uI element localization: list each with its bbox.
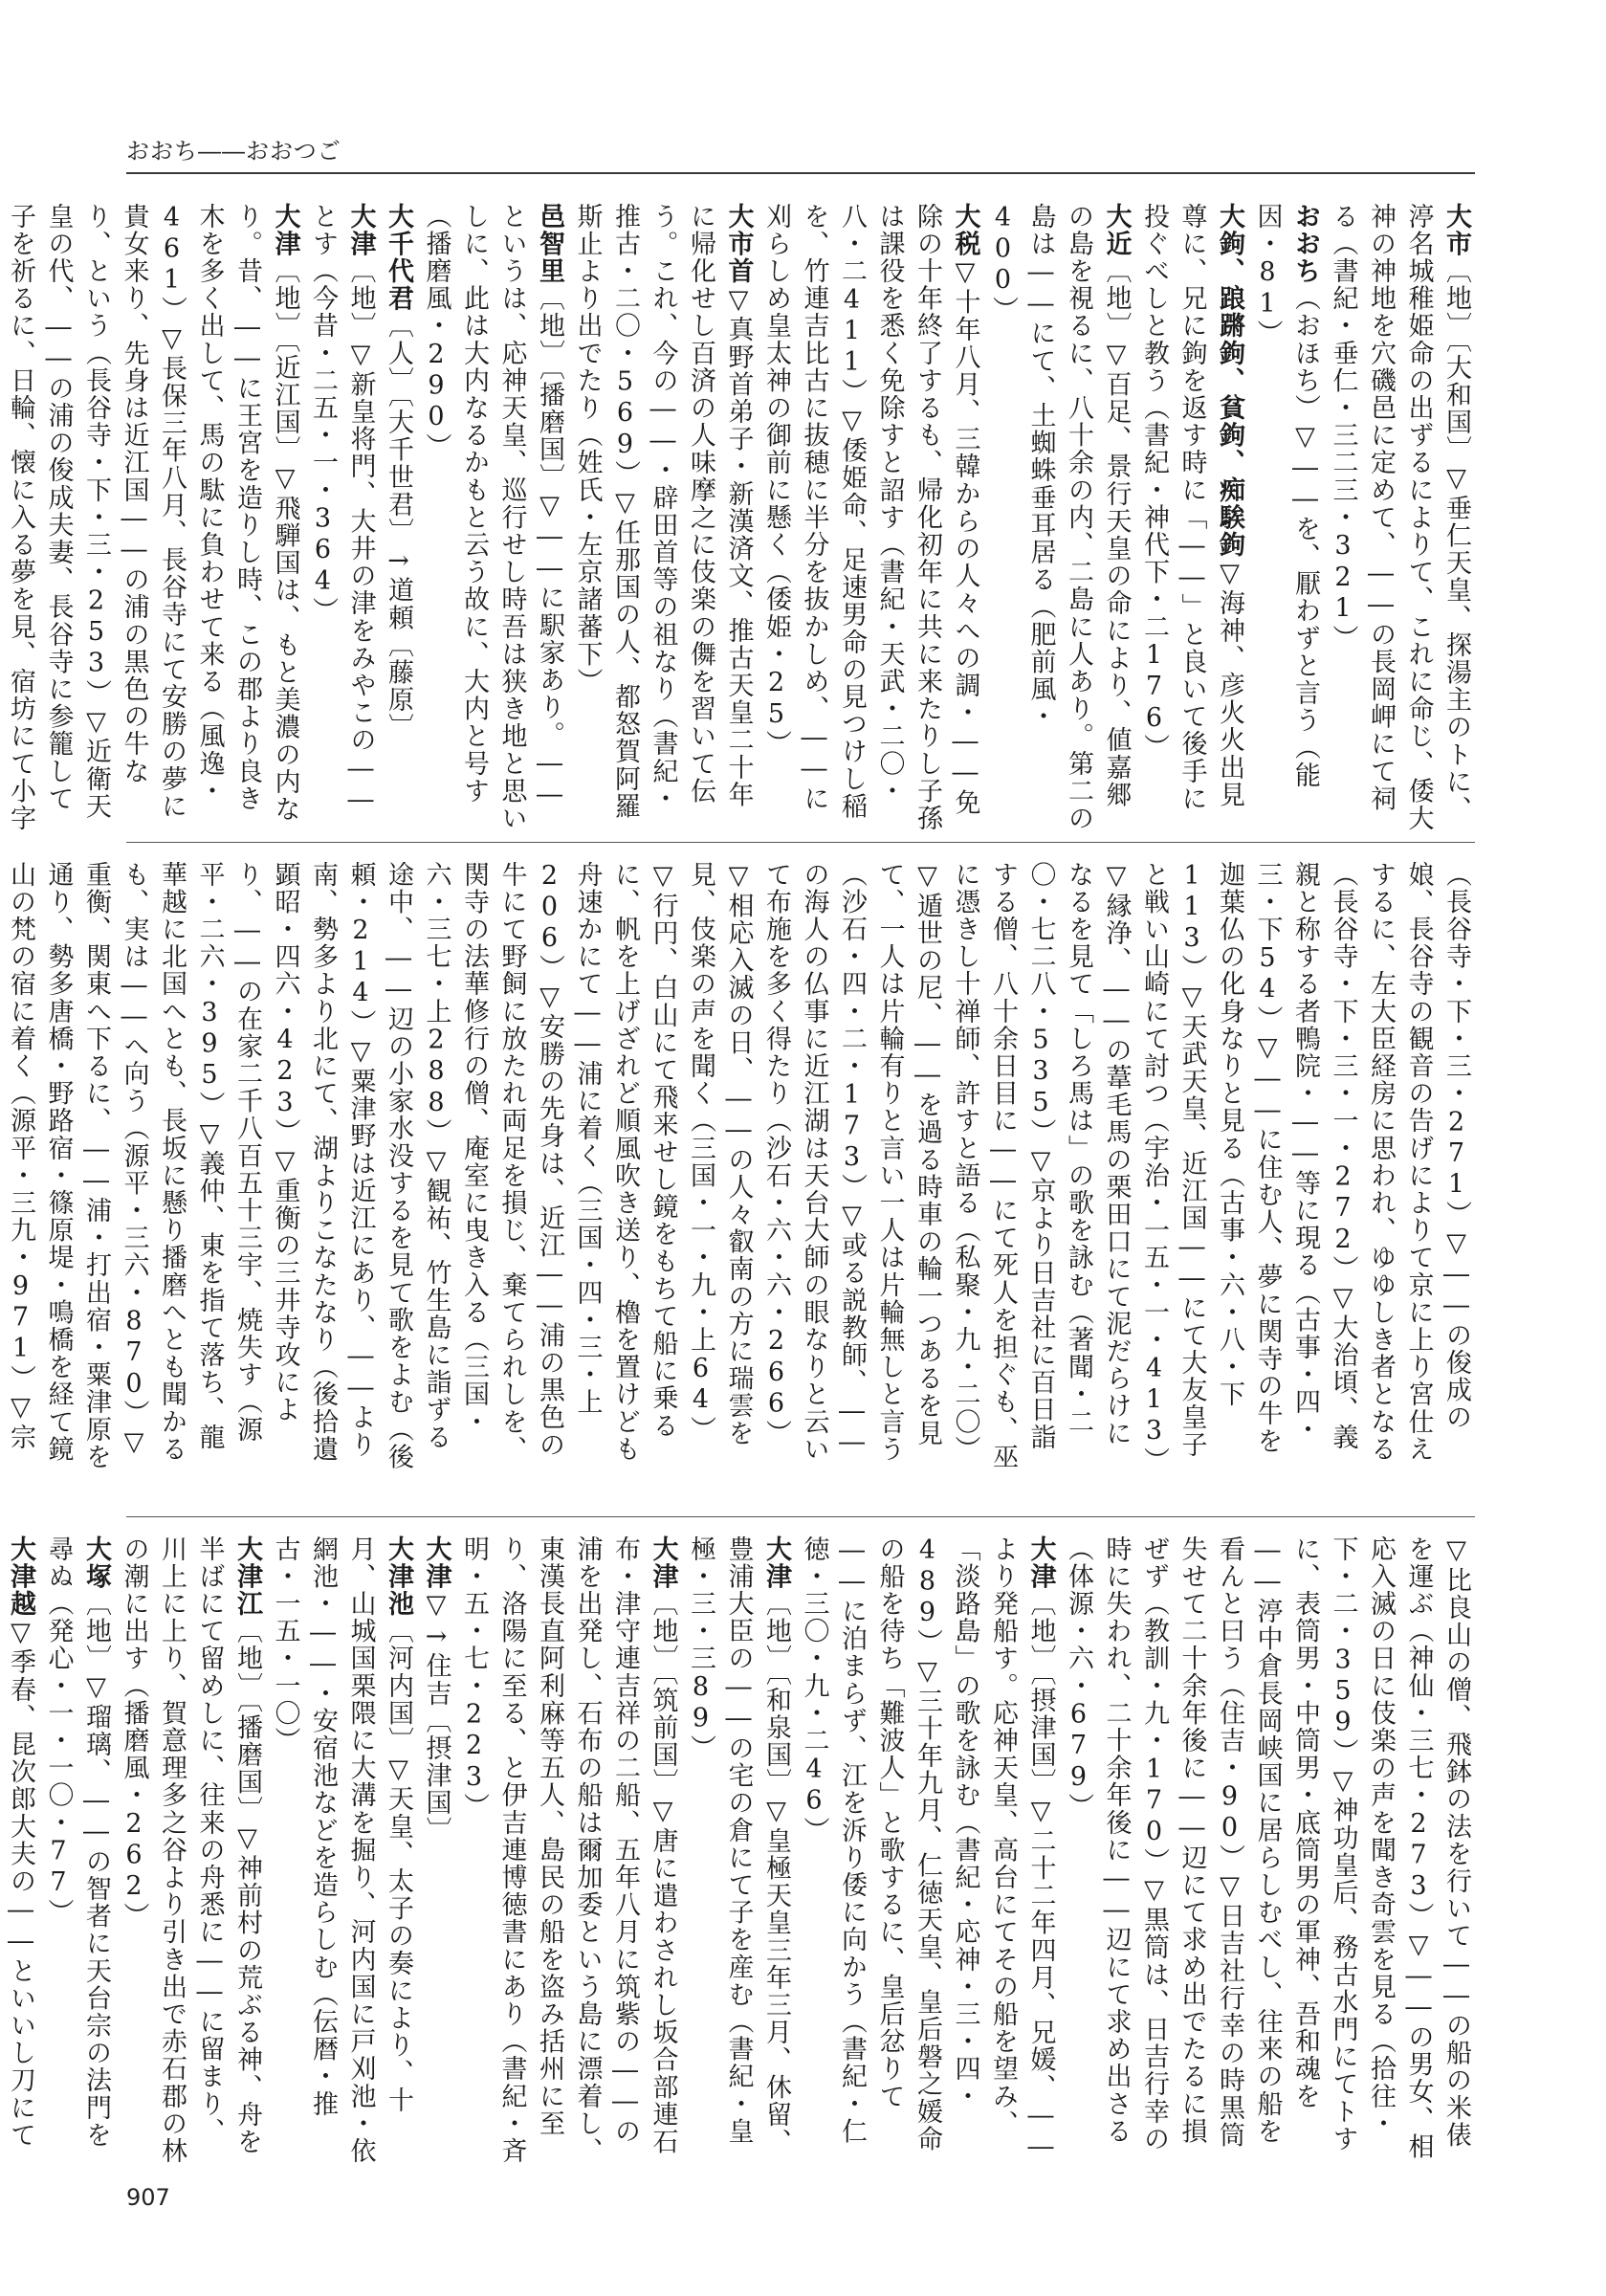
dictionary-entry: [0, 203, 304, 832]
dictionary-entry: [1324, 203, 1475, 832]
entry-text: ▽十年八月、三韓からの人々への調・――免除の十年終了するも、帰化初年に共に来たりし子孫は課役を悉く免除すと詔す（書紀・天武・二〇・八・二411）▽倭姫命、足速男命の見つけし稲を、竹連吉比古に抜穂に半分を抜かしめ、――に刈らしめ皇太神の御前に懸く（倭姫・25）: [761, 203, 980, 832]
entry-text: 〔地〕▽百足、景行天皇の命により、値嘉郷の島を視るに、八十余の内、二島に人あり。第二の島は――にて、土蜘蛛垂耳居る（肥前風・400）: [988, 203, 1132, 832]
dictionary-entry: [1060, 1535, 1476, 2165]
dictionary-entry: [417, 203, 568, 832]
running-header: おおち――おおつご: [126, 138, 341, 165]
entry-text: ▽季春、昆次郎大夫の――といいし刀にて: [6, 1617, 35, 2150]
dictionary-entry: [795, 1535, 1060, 2165]
entry-headword: 大津江: [232, 1535, 262, 1618]
entry-headword: 大市首: [723, 203, 754, 285]
dictionary-entry: [266, 1535, 417, 2165]
page-number: 907: [126, 2184, 170, 2211]
dictionary-entry: [0, 1535, 39, 2165]
entry-text: 〔地〕〔摂津国〕▽二十二年四月、兄媛、――より発船す。応神天皇、高台にてその船を望み、「淡路島」の歌を詠む（書紀・応神・三・四・489）▽三十年九月、仁徳天皇、皇后磐之媛命の船を待ち「難波人」と歌するに、皇后忿りて――に泊まらず、江を泝り倭に向かう（書紀・仁徳・三〇・九・二46）: [799, 1535, 1056, 2164]
band-divider-1: [126, 842, 1475, 843]
entry-headword: 大津: [648, 1535, 678, 1591]
entry-headword: おおち: [1290, 203, 1320, 285]
dictionary-entry: [1135, 203, 1249, 832]
text-band-bottom: [6, 1535, 1475, 2165]
dictionary-entry: [758, 203, 984, 832]
entry-text: ▽比良山の僧、飛鉢の法を行いて――の船の米俵を運ぶ（神仙・三七・273）▽――の男女、相応入滅の日に伎楽の声を聞き奇雲を見る（拾往・下・二・359）▽神功皇后、務古水門にてトすに、表筒男・中筒男・底筒男の軍神、吾和魂を――渟中倉長岡峡国に居らしむべし、往来の船を看んと曰う（住吉・90）▽日吉社行幸の時黒筒失せて二十余年後に――辺にて求め出でたるに損ぜず（教訓・九・170）▽黒筒は、日吉行幸の時に失われ、二十余年後に――辺にて求め出さる（体源・六・679）: [1064, 1535, 1471, 2161]
dictionary-entry: [682, 1535, 796, 2165]
entry-text: ▽→住吉〔摂津国〕: [421, 1590, 451, 1844]
entry-headword: 大津: [1025, 1535, 1056, 1591]
entry-text: 〔地〕〔近江国〕▽飛騨国は、もと美濃の内なり。昔、――に王宮を造りし時、この郡より良き木を多く出して、馬の駄に負わせて来る（風逸・461）▽長保三年八月、長谷寺にて安勝の夢に貴女来り、先身は近江国――の浦の黒色の牛なり、という（長谷寺・下・三・253）▽近衛天皇の代、――の浦の俊成夫妻、長谷寺に参籠して子を祈るに、日輪、懐に入る夢を見、宿坊にて小字: [6, 203, 300, 832]
entry-headword: 大鉤、踉蹡鉤、貧鉤、痴騃鉤: [1215, 203, 1244, 559]
entry-headword: 大津: [270, 203, 300, 258]
entry-text: 〔地〕〔播磨国〕▽――に駅家あり。――というは、応神天皇、巡行せし時吾は狭き地と思いしに、此は大内なるかもと云う故に、大内と号す（播磨風・290）: [421, 203, 564, 832]
entry-text: 〔地〕▽瑠璃、――の智者に天台宗の法門を尋ぬ（発心・一・一〇・77）: [43, 1535, 111, 2150]
dictionary-entry: [115, 1535, 266, 2165]
dictionary-entry: [304, 203, 380, 832]
entry-headword: 大津: [761, 1535, 791, 1591]
entry-text: 〔地〕▽新皇将門、大井の津をみやこの――とす（今昔・二五・一・364）: [308, 203, 376, 817]
entry-headword: 大千代君: [384, 203, 413, 313]
entry-text: 〔地〕〔大和国〕▽垂仁天皇、探湯主のトに、渟名城稚姫命の出ずるによりて、これに命じ、倭大神の神地を穴磯邑に定めて、――の長岡岬にて祠る（書紀・垂仁・三二三・321）: [1328, 203, 1471, 832]
dictionary-entry: [455, 1535, 682, 2165]
text-band-middle: [6, 861, 1475, 1473]
text-band-top: [6, 203, 1475, 832]
dictionary-entry: [0, 861, 1475, 1473]
dictionary-entry: [39, 1535, 115, 2165]
entry-headword: 大津: [421, 1535, 451, 1591]
entry-headword: 大近: [1101, 203, 1132, 258]
entry-headword: 大市: [1441, 203, 1471, 258]
entry-text: 〔河内国〕▽天皇、太子の奏により、十月、山城国栗隈に大溝を掘り、河内国に戸刈池・依網池・――・安宿池などを造らしむ（伝暦・推古・一五・一〇）: [270, 1535, 413, 2165]
dictionary-entry: [984, 203, 1135, 832]
entry-text: ▽真野首弟子・新漢済文、推古天皇二十年に帰化せし百済の人味摩之に伎楽の儛を習いて伝う。これ、今の――・辟田首等の祖なり（書紀・推古・二〇・569）▽任那国の人、都怒賀阿羅斯止より出でたり（姓氏・左京諸蕃下）: [572, 203, 754, 821]
entry-text: 〔地〕〔和泉国〕▽皇極天皇三年三月、休留、豊浦大臣の――の宅の倉にて子を産む（書紀・皇極・三・三89）: [686, 1535, 791, 2156]
entry-text: 〔地〕〔播磨国〕▽神前村の荒ぶる神、舟を半ばにて留めしに、往来の舟悉に――に留まり、川上に上り、賀意理多之谷より引き出で赤石郡の林の潮に出す（播磨風・262）: [119, 1535, 262, 2165]
entry-text: ▽海神、彦火火出見尊に、兄に鉤を返す時に「――」と良いて後手に投ぐべしと教う（書紀・神代下・二176）: [1139, 203, 1244, 813]
entry-text: （長谷寺・下・三・271）▽――の俊成の娘、長谷寺の観音の告げによりて京に上り宮仕えするに、左大臣経房に思われ、ゆゆしき者となる（長谷寺・下・三・一・272）▽大治頃、義親と称する者鴨院・――等に現る（古事・四・三・下54）▽――に住む人、夢に関寺の牛を迦葉仏の化身なりと見る（古事・六・八・下113）▽天武天皇、近江国――にて大友皇子と戦い山崎にて討つ（宇治・一五・一・413）▽縁浄、――の葦毛馬の栗田口にて泥だらけになるを見て「しろ馬は」の歌を詠む（著聞・二〇・七二八・535）▽京より日吉社に百日詣する僧、八十余日目に――にて死人を担ぐも、巫に憑きし十禅師、許すと語る（私聚・九・二〇）▽遁世の尼、――を過る時車の輪一つあるを見て、一人は片輪有りと言い一人は片輪無しと言う（沙石・四・二・173）▽或る説教師、――の海人の仏事に近江湖は天台大師の眼なりと云いて布施を多く得たり（沙石・六・六・266）▽相応入滅の日、――の人々叡南の方に瑞雲を見、伎楽の声を聞く（三国・一・九・上64）▽行円、白山にて飛来せし鏡をもちて船に乗るに、帆を上げざれど順風吹き送り、櫓を置けども舟速かにて――浦に着く（三国・四・三・上206）▽安勝の先身は、近江――浦の黒色の牛にて野飼に放たれ両足を損じ、棄てられしを、関寺の法華修行の僧、庵室に曳き入る（三国・六・三七・上288）▽観祐、竹生島に詣ずる途中、――辺の小家水没するを見て歌をよむ（後頼・214）▽粟津野は近江にあり、――より南、勢多より北にて、湖よりこなたなり（後拾遺顕昭・四六・423）▽重衡の三井寺攻により、――の在家二千八百五十三宇、焼失す（源平・二六・395）▽義仲、東を指て落ち、龍華越に北国へとも、長坂に懸り播磨へとも聞かるも、実は――へ向う（源平・三六・870）▽重衡、関東へ下るに、――浦・打出宿・粟津原を通り、勢多唐橋・野路宿・篠原堤・鳴橋を経て鏡山の梵の宿に着く（源平・三九・971）▽宗: [6, 861, 1471, 1471]
dictionary-entry: [568, 203, 758, 832]
entry-headword: 大塚: [81, 1535, 111, 1591]
entry-headword: 邑智里: [535, 203, 564, 285]
header-rule: [126, 172, 1475, 174]
band-divider-2: [126, 1516, 1475, 1517]
dictionary-entry: [417, 1535, 455, 2165]
entry-headword: 大津越: [6, 1535, 35, 1618]
entry-text: 〔人〕〔大千世君〕→道頼〔藤原〕: [384, 312, 413, 741]
entry-headword: 大津: [345, 203, 376, 258]
entry-headword: 大税: [950, 203, 980, 258]
entry-text: （おほち）▽――を、厭わずと言う（能因・81）: [1252, 203, 1320, 789]
dictionary-entry: [380, 203, 418, 832]
entry-headword: 大津池: [384, 1535, 413, 1618]
entry-text: 〔地〕〔筑前国〕▽唐に遣わされし坂合部連石布・津守連吉祥の二船、五年八月に筑紫の――の浦を出発し、石布の船は爾加委という島に漂着し、東漢長直阿利麻等五人、島民の船を盗み括州に至り、洛陽に至る、と伊吉連博徳書にあり（書紀・斉明・五・七・223）: [459, 1535, 678, 2165]
dictionary-entry: [1248, 203, 1324, 832]
